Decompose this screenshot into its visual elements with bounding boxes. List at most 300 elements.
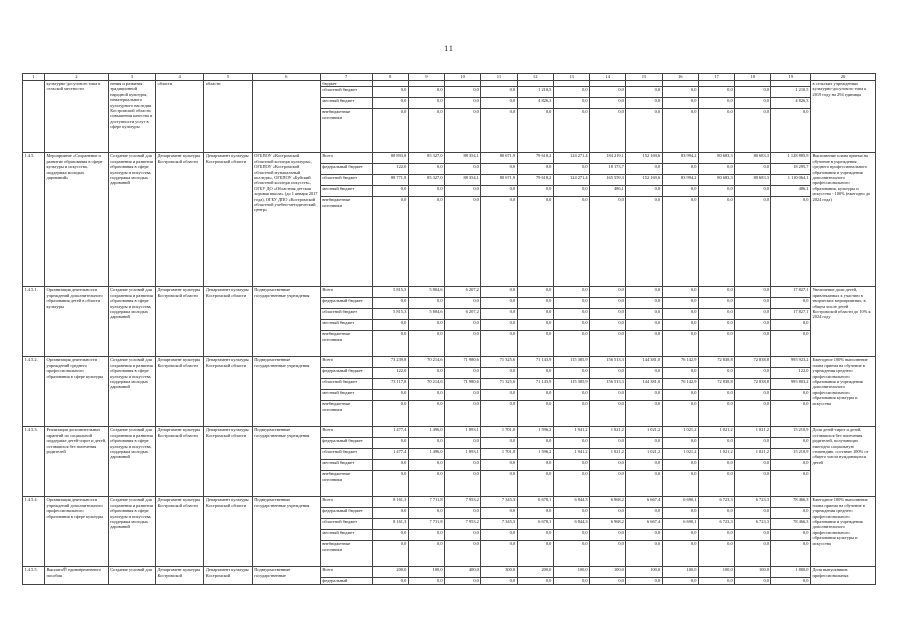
amount-cell: 0,0 <box>735 471 771 497</box>
amount-cell: 0,0 <box>590 309 626 320</box>
amount-cell: 0,0 <box>553 390 589 401</box>
amount-cell: 1 701,0 <box>481 427 517 438</box>
amount-cell: 7 711,8 <box>408 519 444 530</box>
amount-cell: 0,0 <box>553 508 589 519</box>
amount-cell: 78 466,3 <box>771 497 811 508</box>
amount-cell: 144 381,0 <box>626 357 662 368</box>
amount-cell: 0,0 <box>481 368 517 379</box>
amount-cell: 0,0 <box>590 368 626 379</box>
amount-cell: 0,0 <box>771 331 811 357</box>
amount-cell: 0,0 <box>698 368 734 379</box>
funding-source: областной бюджет <box>320 379 372 390</box>
funding-source: внебюджетные источники <box>320 197 372 287</box>
amount-cell: 0,0 <box>408 390 444 401</box>
funding-source: областной бюджет <box>320 519 372 530</box>
amount-cell: 0,0 <box>590 541 626 567</box>
funding-source: внебюджетные источники <box>320 471 372 497</box>
item-executor: Департамент культуры Костромской области <box>156 497 204 567</box>
amount-cell: 70 214,6 <box>408 357 444 368</box>
amount-cell: 0,0 <box>698 287 734 298</box>
funding-source: федеральный бюджет <box>320 438 372 449</box>
amount-cell: 80 683,3 <box>698 153 734 164</box>
item-name: Организация деятельности учреждений среднего профессионального образования в сфере культуры <box>44 357 108 427</box>
amount-cell: 80 671,9 <box>481 175 517 186</box>
amount-cell: 1 893,1 <box>445 427 481 438</box>
amount-cell: 88 893,8 <box>372 153 408 164</box>
amount-cell: 0,0 <box>698 186 734 197</box>
amount-cell: 71 325,6 <box>481 379 517 390</box>
amount-cell: 0,0 <box>735 368 771 379</box>
amount-cell: 0,0 <box>445 164 481 175</box>
amount-cell: 1 210,5 <box>771 87 811 98</box>
amount-cell: 0,0 <box>445 298 481 309</box>
amount-cell: 0,0 <box>735 186 771 197</box>
amount-cell: 0,0 <box>698 530 734 541</box>
amount-cell: 0,0 <box>372 508 408 519</box>
amount-cell: 6 667,4 <box>626 519 662 530</box>
amount-cell: 80 683,3 <box>735 175 771 186</box>
amount-cell: 0,0 <box>372 186 408 197</box>
amount-cell: 0,0 <box>662 298 698 309</box>
amount-cell: 0,0 <box>590 331 626 357</box>
amount-cell: 0,0 <box>626 438 662 449</box>
amount-cell: 0,0 <box>735 98 771 109</box>
column-number: 13 <box>553 74 589 81</box>
amount-cell: 0,0 <box>662 460 698 471</box>
amount-cell: 0,0 <box>553 309 589 320</box>
amount-cell: 17 827,1 <box>771 309 811 320</box>
amount-cell: 0,0 <box>662 109 698 153</box>
amount-cell: 0,0 <box>590 401 626 427</box>
item-code: 1.4.5.4. <box>23 497 45 567</box>
item-result: Ежегодное 100% выполнение плана приема на обучение в учреждения среднего профессионального образования и учреждения дополнительного профессионального образования культуры и искусства <box>811 497 876 567</box>
item-executor: Департамент культуры Костромской области <box>156 153 204 287</box>
amount-cell: 0,0 <box>771 541 811 567</box>
item-name: Реализация дополнительных гарантий по социальной поддержке детей-сирот и детей, оставшихся без попечения родителей <box>44 427 108 497</box>
amount-cell: 1 210,5 <box>517 87 553 98</box>
amount-cell: 6 723,3 <box>735 497 771 508</box>
amount-cell: 0,0 <box>481 401 517 427</box>
amount-cell: 88 354,1 <box>445 175 481 186</box>
amount-cell: 0,0 <box>372 460 408 471</box>
funding-source: областной бюджет <box>320 309 372 320</box>
amount-cell: 15 210,9 <box>771 427 811 438</box>
amount-cell: 72 838,8 <box>698 357 734 368</box>
amount-cell: 0,0 <box>553 109 589 153</box>
amount-cell: 78 466,3 <box>771 519 811 530</box>
funding-source: Всего <box>320 497 372 508</box>
amount-cell: 0,0 <box>771 438 811 449</box>
amount-cell: 144 381,0 <box>626 379 662 390</box>
item-recipient: ОГБПОУ «Костромской областной колледж культуры», ОГБПОУ «Костромской областной музыкальный колледж», ОГБПОУ «Буйский областной колледж искусств», ОГБУ ДО «Областная детская хоровая школа» (до 1 января 2017 года), ОГБУ ДПО «Костромской областной учебно-методический центр» <box>252 153 320 287</box>
amount-cell: 0,0 <box>481 541 517 567</box>
amount-cell: 1 021,2 <box>698 449 734 460</box>
amount-cell: 0,0 <box>626 109 662 153</box>
amount-cell: 156 513,3 <box>590 357 626 368</box>
amount-cell: 0,0 <box>553 186 589 197</box>
item-coexecutor: области <box>204 81 252 153</box>
amount-cell: 1 893,1 <box>445 449 481 460</box>
amount-cell: 0,0 <box>698 109 734 153</box>
amount-cell: 6 723,3 <box>698 497 734 508</box>
item-coexecutor: Департамент культуры Костромской области <box>204 153 252 287</box>
amount-cell: 100,0 <box>662 567 698 578</box>
amount-cell: 156 513,3 <box>590 379 626 390</box>
amount-cell: 0,0 <box>408 508 444 519</box>
amount-cell: 0,0 <box>735 438 771 449</box>
amount-cell: 0,0 <box>626 186 662 197</box>
amount-cell: 7 345,3 <box>481 519 517 530</box>
amount-cell: 0,0 <box>698 197 734 287</box>
amount-cell: 79 618,2 <box>517 175 553 186</box>
amount-cell: 122,0 <box>771 368 811 379</box>
item-coexecutor: Департамент культуры Костромской области <box>204 497 252 567</box>
amount-cell: 1 128 885,9 <box>771 153 811 164</box>
amount-cell: 0,0 <box>590 109 626 153</box>
amount-cell: 0,0 <box>698 164 734 175</box>
amount-cell: 0,0 <box>698 460 734 471</box>
amount-cell: 85 327,0 <box>408 153 444 164</box>
amount-cell: 0,0 <box>481 530 517 541</box>
amount-cell: 0,0 <box>626 287 662 298</box>
amount-cell: 0,0 <box>517 401 553 427</box>
amount-cell: 0,0 <box>481 87 517 98</box>
amount-cell: 76 142,9 <box>662 379 698 390</box>
amount-cell: 0,0 <box>445 578 481 584</box>
amount-cell: 0,0 <box>771 530 811 541</box>
amount-cell: 0,0 <box>698 438 734 449</box>
item-recipient: Подведомственные государственные учреждения <box>252 427 320 497</box>
funding-source: областной бюджет <box>320 175 372 186</box>
amount-cell: 100,0 <box>408 567 444 578</box>
amount-cell: 0,0 <box>372 541 408 567</box>
amount-cell: 6 968,2 <box>590 497 626 508</box>
amount-cell: 0,0 <box>735 578 771 584</box>
amount-cell: 0,0 <box>481 309 517 320</box>
amount-cell: 6 723,3 <box>698 519 734 530</box>
amount-cell: 6 844,3 <box>553 497 589 508</box>
amount-cell: 0,0 <box>372 87 408 98</box>
amount-cell: 6 678,1 <box>517 497 553 508</box>
amount-cell: 0,0 <box>445 390 481 401</box>
item-name: Мероприятие «Сохранение и развитие образования в сфере культуры и искусства, поддержка молодых дарований» <box>44 153 108 287</box>
amount-cell: 0,0 <box>735 309 771 320</box>
funding-source: местный бюджет <box>320 530 372 541</box>
amount-cell: 0,0 <box>662 530 698 541</box>
column-number: 4 <box>156 74 204 81</box>
item-result: Ежегодное 100% выполнение плана приема на обучение в учреждения среднего профессионального образования и учреждения дополнительного профессионального образования культуры и искусства <box>811 357 876 427</box>
amount-cell: 0,0 <box>445 331 481 357</box>
amount-cell: 0,0 <box>408 164 444 175</box>
column-number: 3 <box>108 74 155 81</box>
amount-cell: 0,0 <box>662 186 698 197</box>
amount-cell: 0,0 <box>481 320 517 331</box>
amount-cell: 0,0 <box>662 390 698 401</box>
amount-cell: 0,0 <box>553 530 589 541</box>
amount-cell: 0,0 <box>698 578 734 584</box>
amount-cell: 0,0 <box>517 109 553 153</box>
amount-cell: 0,0 <box>590 98 626 109</box>
amount-cell: 0,0 <box>662 87 698 98</box>
amount-cell: 0,0 <box>445 460 481 471</box>
amount-cell: 152 169,6 <box>626 175 662 186</box>
amount-cell: 72 838,8 <box>735 379 771 390</box>
amount-cell: 0,0 <box>372 331 408 357</box>
amount-cell: 0,0 <box>553 98 589 109</box>
amount-cell: 0,0 <box>553 368 589 379</box>
amount-cell: 72 838,8 <box>698 379 734 390</box>
amount-cell: 0,0 <box>735 530 771 541</box>
amount-cell: 0,0 <box>771 578 811 584</box>
amount-cell: 0,0 <box>590 578 626 584</box>
amount-cell: 300,0 <box>481 567 517 578</box>
amount-cell: 1 021,2 <box>662 427 698 438</box>
column-number: 15 <box>626 74 662 81</box>
amount-cell: 6 968,2 <box>590 519 626 530</box>
item-executor: области <box>156 81 204 153</box>
amount-cell: 1 941,2 <box>553 449 589 460</box>
amount-cell: 0,0 <box>553 320 589 331</box>
amount-cell: 83 994,2 <box>662 175 698 186</box>
amount-cell: 0,0 <box>626 471 662 497</box>
amount-cell: 0,0 <box>408 109 444 153</box>
amount-cell: 0,0 <box>553 438 589 449</box>
amount-cell: 0,0 <box>481 460 517 471</box>
item-executor: Департамент культуры Костромской области <box>156 357 204 427</box>
amount-cell: 122,0 <box>372 164 408 175</box>
funding-source: федеральный бюджет <box>320 298 372 309</box>
item-name: Выплата单 единовременного пособия <box>44 567 108 584</box>
amount-cell: 15 210,9 <box>771 449 811 460</box>
item-coexecutor: Департамент культуры Костромской области <box>204 427 252 497</box>
amount-cell: 100,0 <box>698 567 734 578</box>
amount-cell: 0,0 <box>517 298 553 309</box>
amount-cell: 0,0 <box>481 287 517 298</box>
item-code <box>23 81 45 153</box>
amount-cell: 0,0 <box>662 578 698 584</box>
amount-cell: 8 161,3 <box>372 497 408 508</box>
amount-cell: 0,0 <box>408 438 444 449</box>
amount-cell: 0,0 <box>698 298 734 309</box>
amount-cell: 0,0 <box>481 197 517 287</box>
amount-cell: 71 143,9 <box>517 379 553 390</box>
amount-cell: 76 142,9 <box>662 357 698 368</box>
amount-cell: 73 117,8 <box>372 379 408 390</box>
column-number: 6 <box>252 74 320 81</box>
amount-cell: 0,0 <box>517 578 553 584</box>
amount-cell: 0,0 <box>590 320 626 331</box>
funding-source: Всего <box>320 427 372 438</box>
amount-cell: 0,0 <box>517 164 553 175</box>
amount-cell: 6 678,1 <box>517 519 553 530</box>
amount-cell: 0,0 <box>517 390 553 401</box>
amount-cell: 0,0 <box>698 98 734 109</box>
funding-source: внебюджетные источники <box>320 331 372 357</box>
amount-cell: 152 169,6 <box>626 153 662 164</box>
amount-cell: 0,0 <box>517 530 553 541</box>
amount-cell: 1 021,2 <box>735 449 771 460</box>
amount-cell: 88 771,8 <box>372 175 408 186</box>
amount-cell: 0,0 <box>626 401 662 427</box>
amount-cell: 6 207,2 <box>445 309 481 320</box>
item-result: в сельских учреждениях культурно-досугового типа к 2019 году на 294 единицы <box>811 81 876 153</box>
amount-cell: 0,0 <box>698 471 734 497</box>
amount-cell: 6 207,2 <box>445 287 481 298</box>
amount-cell: 0,0 <box>771 508 811 519</box>
amount-cell: 0,0 <box>553 164 589 175</box>
amount-cell: 0,0 <box>590 287 626 298</box>
amount-cell: 71 980,6 <box>445 357 481 368</box>
amount-cell: 6 690,1 <box>662 497 698 508</box>
amount-cell: 6 667,4 <box>626 497 662 508</box>
amount-cell: 0,0 <box>698 87 734 98</box>
amount-cell: 0,0 <box>553 541 589 567</box>
amount-cell: 0,0 <box>445 508 481 519</box>
amount-cell: 17 827,1 <box>771 287 811 298</box>
funding-source: областной бюджет <box>320 87 372 98</box>
amount-cell: 4 826,3 <box>771 98 811 109</box>
amount-cell: 165 559,3 <box>590 175 626 186</box>
amount-cell: 0,0 <box>445 186 481 197</box>
amount-cell: 0,0 <box>698 309 734 320</box>
column-number: 18 <box>735 74 771 81</box>
amount-cell: 0,0 <box>408 298 444 309</box>
amount-cell: 0,0 <box>445 401 481 427</box>
amount-cell: 0,0 <box>408 471 444 497</box>
amount-cell: 0,0 <box>735 390 771 401</box>
amount-cell: 0,0 <box>735 508 771 519</box>
item-executor: Департамент культуры Костромской области <box>156 287 204 357</box>
amount-cell: 0,0 <box>372 390 408 401</box>
amount-cell: 0,0 <box>408 578 444 584</box>
amount-cell: 0,0 <box>517 287 553 298</box>
amount-cell: 486,1 <box>771 186 811 197</box>
amount-cell: 0,0 <box>481 164 517 175</box>
amount-cell: 0,0 <box>553 471 589 497</box>
column-number: 14 <box>590 74 626 81</box>
amount-cell: 70 214,6 <box>408 379 444 390</box>
amount-cell: 0,0 <box>372 109 408 153</box>
amount-cell: 71 143,9 <box>517 357 553 368</box>
column-number: 8 <box>372 74 408 81</box>
amount-cell: 0,0 <box>626 320 662 331</box>
funding-source: Всего <box>320 567 372 578</box>
amount-cell: 0,0 <box>408 401 444 427</box>
amount-cell: 18 295,7 <box>771 164 811 175</box>
item-result: Выполнение плана приема на обучение в учреждения среднего профессионального образования и учреждения дополнительного профессионального образования, культуры и искусства - 100% (ежегодно до 2024 года) <box>811 153 876 287</box>
amount-cell: 115 385,9 <box>553 379 589 390</box>
table-row <box>23 357 876 368</box>
amount-cell: 0,0 <box>735 197 771 287</box>
amount-cell: 0,0 <box>372 298 408 309</box>
column-number: 19 <box>771 74 811 81</box>
amount-cell: 0,0 <box>372 197 408 287</box>
amount-cell: 1 021,2 <box>626 449 662 460</box>
amount-cell: 115 385,9 <box>553 357 589 368</box>
amount-cell: 0,0 <box>698 401 734 427</box>
amount-cell: 1 021,2 <box>590 427 626 438</box>
item-goal: Создание условий для сохранения и развития образования в сфере культуры и искусства, поддержка молодых дарований <box>108 497 155 567</box>
amount-cell: 0,0 <box>698 390 734 401</box>
amount-cell: 0,0 <box>735 164 771 175</box>
amount-cell: 0,0 <box>553 460 589 471</box>
amount-cell: 0,0 <box>662 309 698 320</box>
budget-table <box>22 73 876 585</box>
item-recipient: Подведомственные государственные учреждения <box>252 497 320 567</box>
amount-cell: 0,0 <box>372 578 408 584</box>
table-row <box>23 497 876 508</box>
amount-cell: 0,0 <box>445 530 481 541</box>
amount-cell: 0,0 <box>517 541 553 567</box>
amount-cell: 0,0 <box>517 197 553 287</box>
amount-cell: 0,0 <box>735 460 771 471</box>
amount-cell: 200,0 <box>517 567 553 578</box>
amount-cell: 0,0 <box>372 471 408 497</box>
amount-cell: 0,0 <box>626 530 662 541</box>
item-coexecutor: Департамент культуры Костромской области <box>204 287 252 357</box>
amount-cell: 0,0 <box>553 331 589 357</box>
amount-cell: 5 815,3 <box>372 287 408 298</box>
amount-cell: 0,0 <box>590 471 626 497</box>
amount-cell: 0,0 <box>481 186 517 197</box>
amount-cell: 0,0 <box>553 298 589 309</box>
amount-cell: 0,0 <box>517 331 553 357</box>
table-row <box>23 427 876 438</box>
column-number: 7 <box>320 74 372 81</box>
amount-cell: 0,0 <box>445 87 481 98</box>
amount-cell: 0,0 <box>698 508 734 519</box>
amount-cell: 1 941,2 <box>553 427 589 438</box>
item-goal: Создание условий для <box>108 567 155 584</box>
table-row <box>23 287 876 298</box>
amount-cell: 0,0 <box>662 438 698 449</box>
funding-source: федеральный бюджет <box>320 164 372 175</box>
amount-cell: 0,0 <box>735 287 771 298</box>
funding-source: Всего <box>320 357 372 368</box>
item-executor: Департамент культуры Костромской <box>156 567 204 584</box>
amount-cell: 0,0 <box>590 460 626 471</box>
item-code: 1.4.5.1. <box>23 287 45 357</box>
amount-cell: 0,0 <box>735 87 771 98</box>
amount-cell: 0,0 <box>553 401 589 427</box>
amount-cell: 0,0 <box>517 368 553 379</box>
amount-cell: 0,0 <box>626 331 662 357</box>
item-goal: нения и развития традиционной народной культуры, нематериального культурного наследия Костромской области, повышения качества и доступности услуг в сфере культуры <box>108 81 155 153</box>
amount-cell: 122,0 <box>372 368 408 379</box>
amount-cell: 0,0 <box>662 331 698 357</box>
column-number: 20 <box>811 74 876 81</box>
amount-cell: 0,0 <box>590 197 626 287</box>
amount-cell: 0,0 <box>662 197 698 287</box>
amount-cell: 8 161,3 <box>372 519 408 530</box>
amount-cell: 0,0 <box>662 164 698 175</box>
amount-cell: 0,0 <box>445 438 481 449</box>
amount-cell: 486,1 <box>590 186 626 197</box>
table-row <box>23 567 876 578</box>
amount-cell: 0,0 <box>590 438 626 449</box>
amount-cell: 0,0 <box>662 541 698 567</box>
item-executor: Департамент культуры Костромской области <box>156 427 204 497</box>
item-name: культурно-досугового типа в сельской местности <box>44 81 108 153</box>
amount-cell: 71 325,6 <box>481 357 517 368</box>
amount-cell: 0,0 <box>771 298 811 309</box>
funding-source: внебюджетные источники <box>320 541 372 567</box>
funding-source: областной бюджет <box>320 449 372 460</box>
amount-cell: 100,0 <box>553 567 589 578</box>
funding-source: бюджет <box>320 81 372 87</box>
amount-cell: 0,0 <box>662 320 698 331</box>
amount-cell: 0,0 <box>408 197 444 287</box>
